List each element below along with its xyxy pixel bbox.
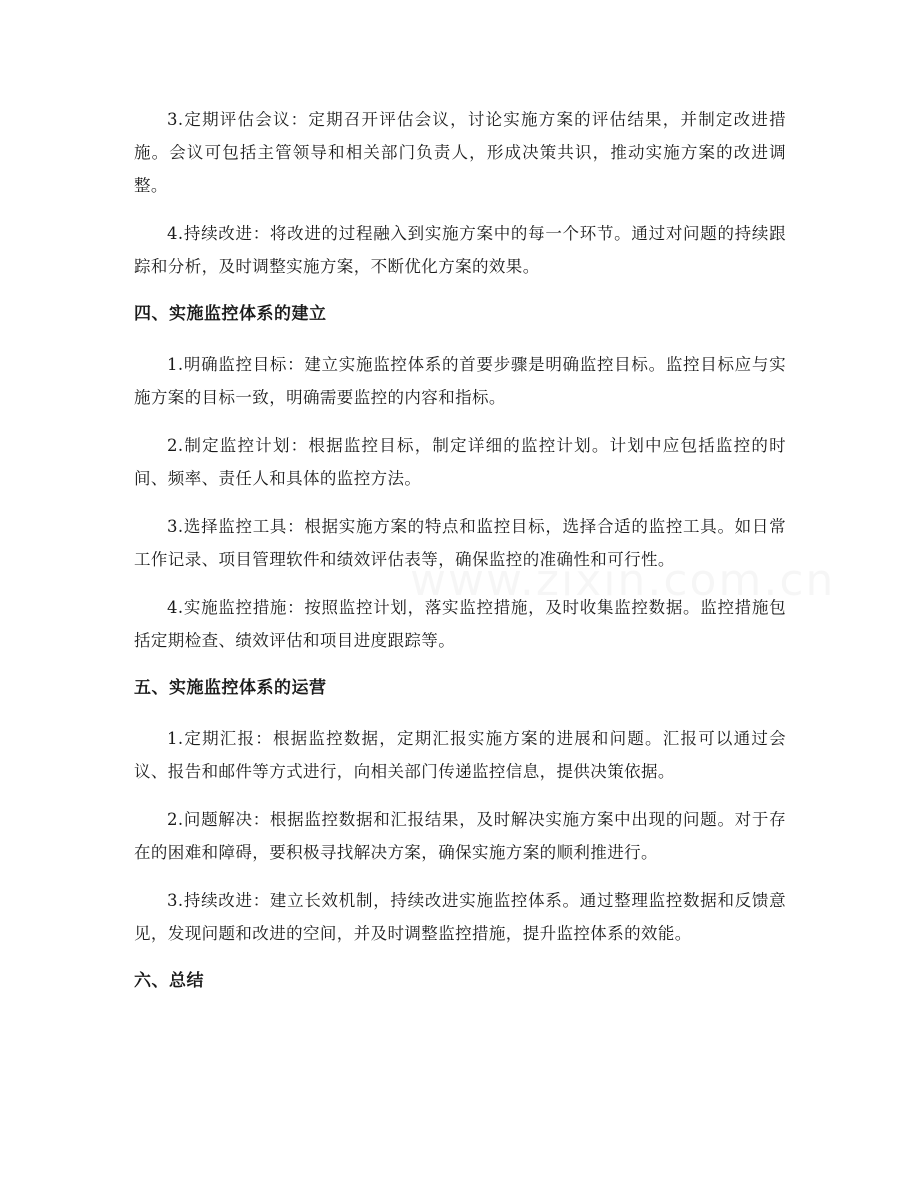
paragraph-monitoring-tools: 3.选择监控工具：根据实施方案的特点和监控目标，选择合适的监控工具。如日常工作记录、项目管理软件和绩效评估表等，确保监控的准确性和可行性。 — [134, 517, 786, 569]
paragraph-periodic-report: 1.定期汇报：根据监控数据，定期汇报实施方案的进展和问题。汇报可以通过会议、报告和邮件等方式进行，向相关部门传递监控信息，提供决策依据。 — [134, 729, 786, 781]
paragraph-monitoring-measures: 4.实施监控措施：按照监控计划，落实监控措施，及时收集监控数据。监控措施包括定期检查、绩效评估和项目进度跟踪等。 — [134, 598, 786, 650]
paragraph-continuous-improvement: 4.持续改进：将改进的过程融入到实施方案中的每一个环节。通过对问题的持续跟踪和分析，及时调整实施方案，不断优化方案的效果。 — [134, 224, 786, 276]
paragraph-continuous-system-improvement: 3.持续改进：建立长效机制，持续改进实施监控体系。通过整理监控数据和反馈意见，发现问题和改进的空间，并及时调整监控措施，提升监控体系的效能。 — [134, 891, 786, 943]
section-heading-4: 四、实施监控体系的建立 — [134, 304, 327, 324]
section-heading-6: 六、总结 — [134, 971, 204, 991]
paragraph-monitoring-plan: 2.制定监控计划：根据监控目标，制定详细的监控计划。计划中应包括监控的时间、频率、责任人和具体的监控方法。 — [134, 436, 786, 488]
section-heading-5: 五、实施监控体系的运营 — [134, 678, 327, 698]
document-body — [134, 103, 786, 1015]
paragraph-monitoring-goal: 1.明确监控目标：建立实施监控体系的首要步骤是明确监控目标。监控目标应与实施方案的目标一致，明确需要监控的内容和指标。 — [134, 355, 786, 407]
paragraph-periodic-review-meeting: 3.定期评估会议：定期召开评估会议，讨论实施方案的评估结果，并制定改进措施。会议可包括主管领导和相关部门负责人，形成决策共识，推动实施方案的改进调整。 — [134, 110, 786, 195]
paragraph-problem-solving: 2.问题解决：根据监控数据和汇报结果，及时解决实施方案中出现的问题。对于存在的困难和障碍，要积极寻找解决方案，确保实施方案的顺利推进行。 — [134, 810, 786, 862]
